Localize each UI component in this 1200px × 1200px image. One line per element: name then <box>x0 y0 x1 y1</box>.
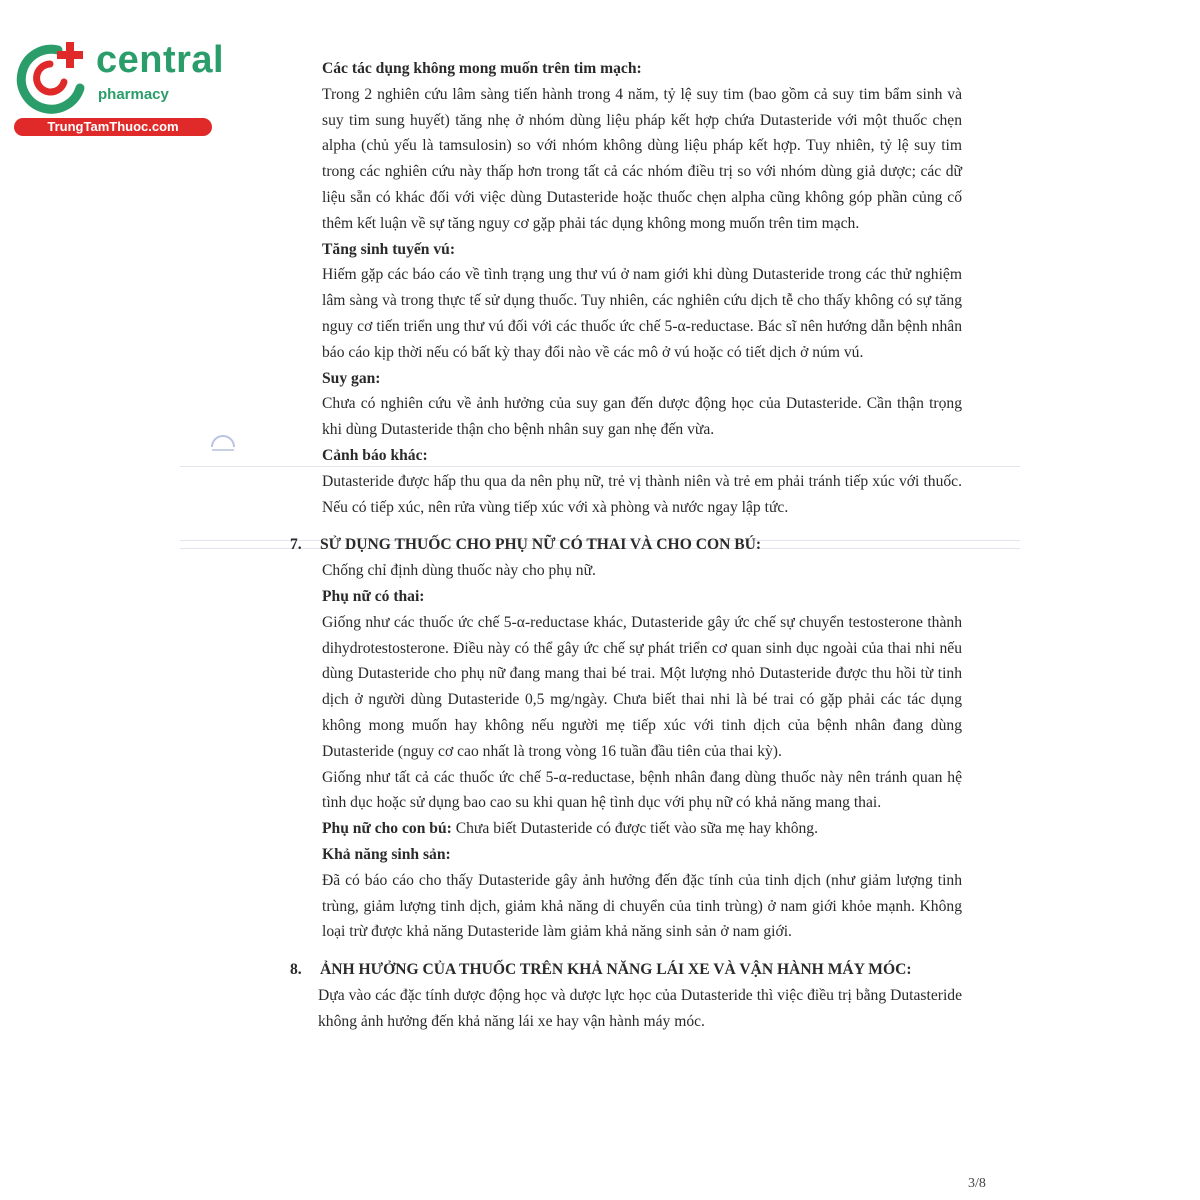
pregnant-text-1: Giống như các thuốc ức chế 5-α-reductase khác, Dutasteride gây ức chế sự chuyển testosterone thành dihydrotestosterone. Điều này có thể gây ức chế sự phát triển cơ quan sinh dục ngoài của thai nhi nếu dùng Dutasteride cho phụ nữ đang mang thai bé trai. Một lượng nhỏ Dutasteride được thu hồi từ tinh dịch ở người dùng Dutasteride 0,5 mg/ngày. Chưa biết thai nhi là bé trai có gặp phải các tác dụng không mong muốn hay không nếu người mẹ tiếp xúc với tinh dịch của bệnh nhân đang dùng Dutasteride (nguy cơ cao nhất là trong vòng 16 tuần đầu tiên của thai kỳ). <box>322 613 962 760</box>
pregnant-title: Phụ nữ có thai: <box>322 587 425 605</box>
warning-title: Cảnh báo khác: <box>322 446 428 464</box>
logo-brand-name: central <box>96 39 225 81</box>
warning-text: Dutasteride được hấp thu qua da nên phụ nữ, trẻ vị thành niên và trẻ em phải tránh tiếp xúc với thuốc. Nếu có tiếp xúc, nên rửa vùng tiếp xúc với xà phòng và nước ngay lập tức. <box>322 472 962 516</box>
liver-title: Suy gan: <box>322 369 381 387</box>
s8-text: Dựa vào các đặc tính dược động học và dược lực học của Dutasteride thì việc điều trị bằng Dutasteride không ảnh hưởng đến khả năng lái xe hay vận hành máy móc. <box>318 986 962 1030</box>
section-8-title: ẢNH HƯỞNG CỦA THUỐC TRÊN KHẢ NĂNG LÁI XE VÀ VẬN HÀNH MÁY MÓC: <box>320 961 912 979</box>
fertility-text: Đã có báo cáo cho thấy Dutasteride gây ảnh hưởng đến đặc tính của tinh dịch (như giảm lượng tinh trùng, giảm lượng tinh dịch, giảm khả năng di chuyển của tinh trùng) ở nam giới khỏe mạnh. Không loại trừ được khả năng Dutasteride làm giảm khả năng sinh sản ở nam giới. <box>322 871 962 941</box>
lactation-line <box>322 816 962 842</box>
liver-text: Chưa có nghiên cứu về ảnh hưởng của suy gan đến dược động học của Dutasteride. Cần thận trọng khi dùng Dutasteride thận cho bệnh nhân suy gan nhẹ đến vừa. <box>322 395 962 439</box>
section-8-heading <box>290 957 962 983</box>
fertility-title: Khả năng sinh sản: <box>322 845 451 863</box>
scan-artifact-mark <box>208 432 238 462</box>
section-7-body <box>322 558 962 945</box>
logo-tagline: pharmacy <box>98 86 169 103</box>
s7-intro: Chống chỉ định dùng thuốc này cho phụ nữ. <box>322 562 596 580</box>
page-number: 3/8 <box>968 1176 986 1191</box>
cardio-text: Trong 2 nghiên cứu lâm sàng tiến hành trong 4 năm, tỷ lệ suy tim (bao gồm cả suy tim bẩm sinh và suy tim sung huyết) tăng nhẹ ở nhóm dùng liệu pháp kết hợp chứa Dutasteride với một thuốc chẹn alpha (chủ yếu là tamsulosin) so với nhóm không dùng liệu pháp kết hợp. Tuy nhiên, tỷ lệ suy tim trong các nghiên cứu này thấp hơn trong tất cả các nhóm điều trị so với nhóm dùng giả dược; các dữ liệu sẵn có khác đối với việc dùng Dutasteride hoặc thuốc chẹn alpha cũng không góp phần củng cố thêm kết luận về sự tăng nguy cơ gặp phải tác dụng không mong muốn trên tim mạch. <box>322 85 962 232</box>
pregnant-text-2: Giống như tất cả các thuốc ức chế 5-α-reductase, bệnh nhân đang dùng thuốc này nên tránh quan hệ tình dục hoặc sử dụng bao cao su khi quan hệ tình dục với phụ nữ có khả năng mang thai. <box>322 768 962 812</box>
breast-title: Tăng sinh tuyến vú: <box>322 240 456 258</box>
section-7-title: SỬ DỤNG THUỐC CHO PHỤ NỮ CÓ THAI VÀ CHO CON BÚ: <box>320 536 762 554</box>
section-8-body <box>318 983 962 1035</box>
logo-site-banner[interactable]: TrungTamThuoc.com <box>14 118 212 136</box>
lactation-text: Chưa biết Dutasteride có được tiết vào sữa mẹ hay không. <box>451 820 818 838</box>
breast-text: Hiếm gặp các báo cáo về tình trạng ung thư vú ở nam giới khi dùng Dutasteride trong các thử nghiệm lâm sàng và trong thực tế sử dụng thuốc. Tuy nhiên, các nghiên cứu dịch tễ cho thấy không có sự tăng nguy cơ tiến triển ung thư vú đối với các thuốc ức chế 5-α-reductase. Bác sĩ nên hướng dẫn bệnh nhân báo cáo kịp thời nếu có bất kỳ thay đổi nào về các mô ở vú hoặc có tiết dịch ở núm vú. <box>322 266 962 361</box>
cardio-title: Các tác dụng không mong muốn trên tim mạch: <box>322 60 642 77</box>
pharmacy-cross-icon <box>10 36 100 118</box>
lactation-title: Phụ nữ cho con bú: <box>322 820 452 838</box>
document-body <box>290 56 962 1034</box>
section-7-heading <box>290 532 962 558</box>
cardio-section <box>322 56 962 520</box>
section-7-number: 7. <box>290 536 302 554</box>
central-pharmacy-logo[interactable] <box>10 36 225 136</box>
section-8-number: 8. <box>290 961 302 979</box>
